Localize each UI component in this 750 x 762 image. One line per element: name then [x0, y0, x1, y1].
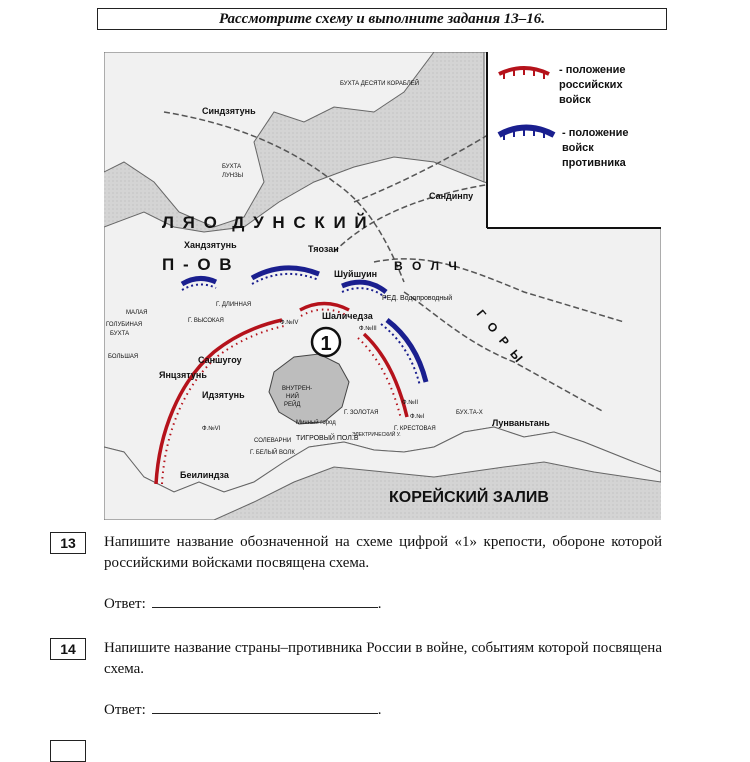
place-shalichedza: Шаличедза [322, 311, 373, 321]
legend-russian-line2: российских [559, 79, 623, 91]
place-sanshugou: Саншугоу [198, 355, 242, 365]
place-shuishuin: Шуйшуин [334, 269, 378, 279]
task-number-14: 14 [50, 638, 86, 660]
place-fn2: Ф.№II [402, 400, 418, 406]
legend-russian-line3: войск [559, 94, 591, 106]
place-vnutrenniy-1: ВНУТРЕН- [282, 386, 313, 392]
gulf-label: КОРЕЙСКИЙ ЗАЛИВ [389, 489, 549, 506]
place-sandinpu: Сандинпу [429, 191, 474, 201]
place-vnutrenniy-2: НИЙ [286, 394, 299, 400]
task-number-13: 13 [50, 532, 86, 554]
task-13 [50, 532, 670, 622]
place-bukhta-lunzy-2: ЛУНЗЫ [222, 173, 244, 179]
place-minny: Минный город [296, 420, 336, 426]
legend-enemy-line2: войск [562, 142, 594, 154]
place-beilindza: Беилиндза [180, 470, 229, 480]
answer-row-14 [104, 699, 382, 719]
fortress-marker-number: 1 [320, 333, 332, 355]
answer-end-13: . [377, 596, 382, 612]
place-bukhta-ta: БУХ.ТА-Х [456, 410, 483, 416]
legend-enemy-line3: противника [562, 157, 626, 169]
legend-enemy-line1: - положение [562, 127, 629, 139]
place-bolshaya: БОЛЬШАЯ [108, 354, 139, 360]
place-yantsziatun: Янцзятунь [159, 370, 207, 380]
place-gory: Г О Р Ы [473, 306, 528, 368]
task-text-13: Напишите название обозначенной на схеме цифрой «1» крепости, обороне которой российскими войсками посвящена схема. [104, 534, 662, 571]
legend-russian-line1: - положение [559, 64, 626, 76]
place-vnutrenniy-3: РЕЙД [284, 402, 301, 408]
place-handzatun: Хандзятунь [184, 240, 237, 250]
task-text-14: Напишите название страны–противника России в войне, событиям которой посвящена схема. [104, 640, 662, 677]
task-number-box-next [50, 740, 86, 762]
peninsula-label-line2: П - О В [162, 255, 234, 274]
place-vodoprovod: РЕД. Водопроводный [382, 295, 453, 302]
place-malaya: МАЛАЯ [126, 310, 148, 316]
place-solevarni: СОЛЕВАРНИ [254, 438, 292, 444]
place-volch: В О Л Ч [394, 259, 460, 273]
answer-field-14[interactable] [152, 699, 378, 714]
place-krestovaya: Г. КРЕСТОВАЯ [394, 426, 436, 432]
task-header-title: Рассмотрите схему и выполните задания 13–16. [218, 10, 546, 27]
battle-map [104, 52, 661, 520]
place-vysokaya: Г. ВЫСОКАЯ [188, 318, 224, 324]
task-14 [50, 638, 670, 728]
place-bely-volk: Г. БЕЛЫЙ ВОЛК [250, 450, 295, 456]
place-idzyatun: Идзятунь [202, 390, 245, 400]
peninsula-label-line1: Л Я О Д У Н С К И Й [162, 213, 369, 232]
place-tigrovy: ТИГРОВЫЙ ПОЛ.В [296, 435, 359, 442]
place-golubinaya-2: БУХТА [110, 331, 130, 337]
answer-row-13 [104, 593, 382, 613]
place-bukhta-lunzy-1: БУХТА [222, 164, 242, 170]
place-fn6: Ф.№VI [202, 426, 221, 432]
place-bukhta-desyati: БУХТА ДЕСЯТИ КОРАБЛЕЙ [340, 81, 420, 87]
task-header [97, 8, 667, 30]
place-sindzatun: Синдзятунь [202, 106, 256, 116]
place-elektricheskiy: ЭЛЕКТРИЧЕСКИЙ У. [352, 432, 401, 438]
place-fn1: Ф.№I [410, 414, 425, 420]
place-golubinaya-1: ГОЛУБИНАЯ [106, 322, 143, 328]
place-dlinnaya: Г. ДЛИННАЯ [216, 302, 252, 308]
place-zolotaya: Г. ЗОЛОТАЯ [344, 410, 379, 416]
answer-end-14: . [377, 702, 382, 718]
answer-label-14: Ответ: [104, 702, 146, 718]
answer-label-13: Ответ: [104, 596, 146, 612]
place-fn4: Ф.№IV [280, 320, 299, 326]
place-fn3: Ф.№III [359, 326, 377, 332]
place-tyozan: Тяозан [308, 244, 339, 254]
answer-field-13[interactable] [152, 593, 378, 608]
place-lunvantan: Лунваньтань [492, 418, 550, 428]
